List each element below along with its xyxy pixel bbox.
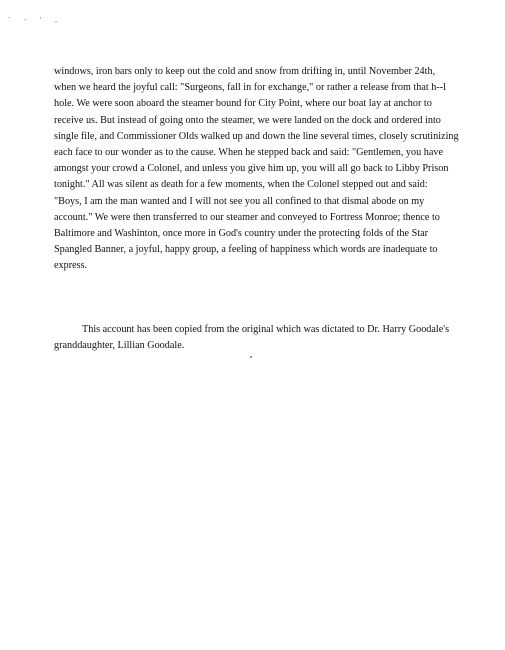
note-line: granddaughter, Lillian Goodale. — [54, 340, 185, 352]
main-paragraph — [54, 64, 474, 275]
paragraph-line: account." We were then transferred to our steamer and conveyed to Fortress Monroe; thence to — [54, 211, 440, 223]
paragraph-line: when we heard the joyful call: "Surgeons, fall in for exchange," or rather a release from that h--l — [54, 82, 446, 94]
paragraph-line: hole. We were soon aboard the steamer bound for City Point, where our boat lay at anchor to — [54, 98, 432, 110]
paragraph-line: receive us. But instead of going onto the steamer, we were landed on the dock and ordered into — [54, 114, 441, 126]
paragraph-line: tonight." All was silent as death for a few moments, when the Colonel stepped out and said: — [54, 179, 428, 191]
paragraph-line: Baltimore and Washinton, once more in God's country under the protecting folds of the Star — [54, 228, 429, 240]
paragraph-line: Spangled Banner, a joyful, happy group, a feeling of happiness which words are inadequate to — [54, 244, 438, 256]
paragraph-line: express. — [54, 260, 88, 272]
paragraph-line: windows, iron bars only to keep out the cold and snow from drifting in, until November 24th, — [54, 66, 436, 77]
paragraph-line: single file, and Commissioner Olds walked up and down the line several times, closely scrutinizing — [54, 130, 459, 142]
scan-marks: ` · ' , — [8, 16, 63, 24]
closing-note — [54, 322, 474, 354]
scan-speck — [250, 356, 252, 358]
paragraph-line: each face to our wonder as to the cause. When he stepped back and said: "Gentlemen, you have — [54, 147, 443, 159]
paragraph-line: amongst your crowd a Colonel, and unless you give him up, you will all go back to Libby Prison — [54, 163, 449, 175]
paragraph-line: "Boys, I am the man wanted and I will not see you all confined to that dismal abode on my — [54, 195, 425, 207]
note-line: This account has been copied from the original which was dictated to Dr. Harry Goodale's — [82, 324, 450, 335]
